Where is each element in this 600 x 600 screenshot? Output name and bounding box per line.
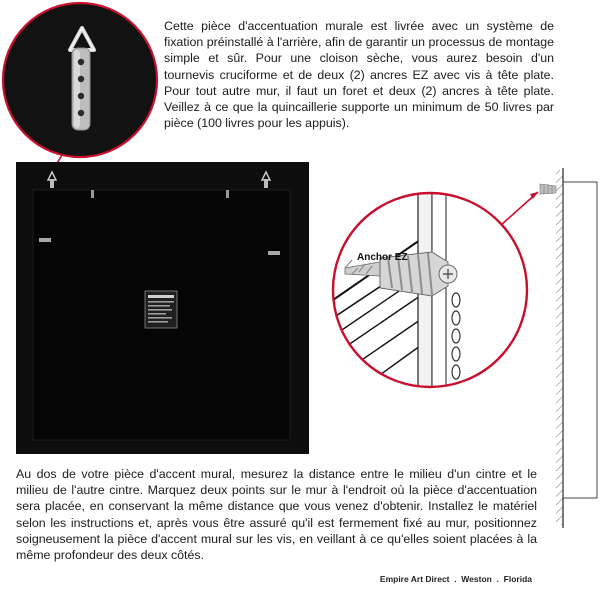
wall-hatch-icon — [556, 170, 563, 525]
instructions-paragraph: Au dos de votre pièce d'accent mural, mesurez la distance entre le milieu d'un cintre et le milieu de l'autre cintre. Marquez deux points sur le mur à l'endroit où la pièce d'accentuation sera placée, en conservant la même distance que vous venez d'obtenir. Installez le matériel selon les instructions et, après vous être assuré qu'il est fermement fixé au mur, positionnez soigneusement la pièce d'accent mural sur les vis, en veillant à ce qu'elles soient placées à la même profondeur des deux côtés. — [16, 467, 537, 563]
anchor-ez-label: Anchor EZ — [357, 252, 408, 263]
intro-paragraph: Cette pièce d'accentuation murale est livrée avec un système de fixation préinstallé à l'arrière, afin de garantir un processus de montage simple et sûr. Pour une cloison sèche, vous aurez besoin d'un tournevis cruciforme et de deux (2) ancres EZ avec vis à tête plate. Pour tout autre mur, il faut un foret et deux (2) ancres à tête plate. Veillez à ce que la quincaillerie supporte un minimum de 50 livres par pièce (100 livres pour les appuis). — [164, 19, 554, 131]
footer-credit: Empire Art Direct . Weston . Florida — [379, 574, 532, 584]
wall-side-view — [540, 168, 597, 528]
hanger-closeup-callout — [0, 0, 160, 160]
anchor-closeup-callout — [330, 190, 530, 390]
artwork-back-view — [16, 162, 309, 454]
wall-anchor-detail-icon — [540, 184, 556, 194]
artwork-label-sticker — [145, 291, 177, 328]
